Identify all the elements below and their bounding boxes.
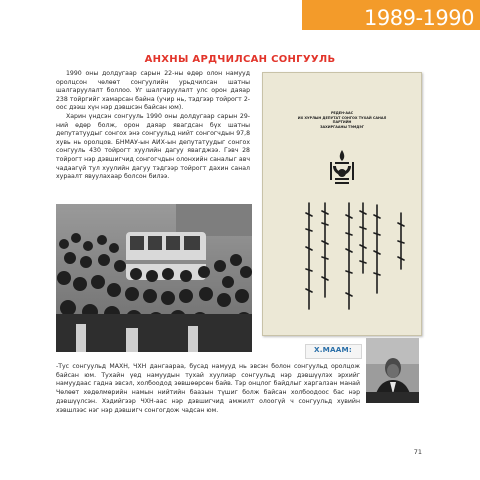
article-body — [56, 70, 250, 182]
article-paragraph: 1990 оны долдугаар сарын 22-ны өдөр олон намууд оролцсон чөлөөт сонгуулийн урьдчилсан шатны шалгаруулалт боллоо. Уг шалгаруулалт улс орон даяар 238 тойргийг хамарсан байна (учир нь, тэдгээр тойрогт 2-оос дээш хүн нэр дэвшсэн байсан юм). — [56, 70, 250, 112]
article-title: АНХНЫ АРДЧИЛСАН СОНГУУЛЬ — [144, 54, 336, 65]
ballot-header-line: ПАРТИЙН — [332, 120, 352, 125]
soyombo-emblem-and-script — [263, 73, 421, 335]
ballot-document — [262, 72, 422, 336]
ballot-header-line: ИХ ХУРЛЫН ДЕПУТАТ СОНГОХ ТУХАЙ САНАЛ — [297, 115, 387, 120]
ballot-header-line: РЕДЕН-ААС — [330, 111, 354, 115]
crowd-photo-graphic — [56, 204, 252, 352]
crowd-photo — [56, 204, 252, 352]
portrait-graphic — [366, 338, 419, 403]
speaker-portrait — [366, 338, 419, 403]
page-number: 71 — [413, 448, 422, 456]
ballot-header-line: ЗАХИРГААНЫ ТЭМДЭГ — [320, 124, 364, 129]
interview-quote: -Тус сонгуульд МАХН, ЧХН дангаараа, бусад намууд нь эвсэн болон сонгуульд оролцож байсан юм. Тухайн үед намуудын тухай хуулиар сонгуульд нэр дэвшүүлэх эрхийг намуудаас гадна эвсэл, холбоодод зөвшөөрсөн байв. Тэр онцлог байдлыг харгалзан манай Чөлөөт хөдөлмөрийн намын нийтийн баазын түшиг болж байсан холбоодоос бас нэр дэвшүүлсэн. Хэдийгээр ЧХН-аас нэр дэвшигчид амжилт олоогүй ч сонгуульд хувийн хэвшлээс нэг нэр дэвшигч сонгогдож чадсан юм. — [56, 363, 360, 414]
year-range: 1989-1990 — [364, 6, 474, 30]
article-paragraph: Харин үндсэн сонгууль 1990 оны долдугаар сарын 29-ний өдөр болж, орон даяар явагдсан бүх шатны депутатуудыг сонгох энэ сонгуульд нийт сонгогчдын 97,8 хувь нь оролцов. БНМАУ-ын АИХ-ын депутатуудыг сонгох сонгууль 430 тойрогт хуулийн дагуу явагджээ. Гэвч 28 тойрогт нэр дэвшигчид сонгогчдын олонхийн саналыг авч чадаагүй тул хуулийн дагуу тэдгээр тойрогт дахин санал хураалт явуулахаар болсон билээ. — [56, 112, 250, 181]
speaker-caption: Х.МААМ: — [314, 345, 352, 354]
